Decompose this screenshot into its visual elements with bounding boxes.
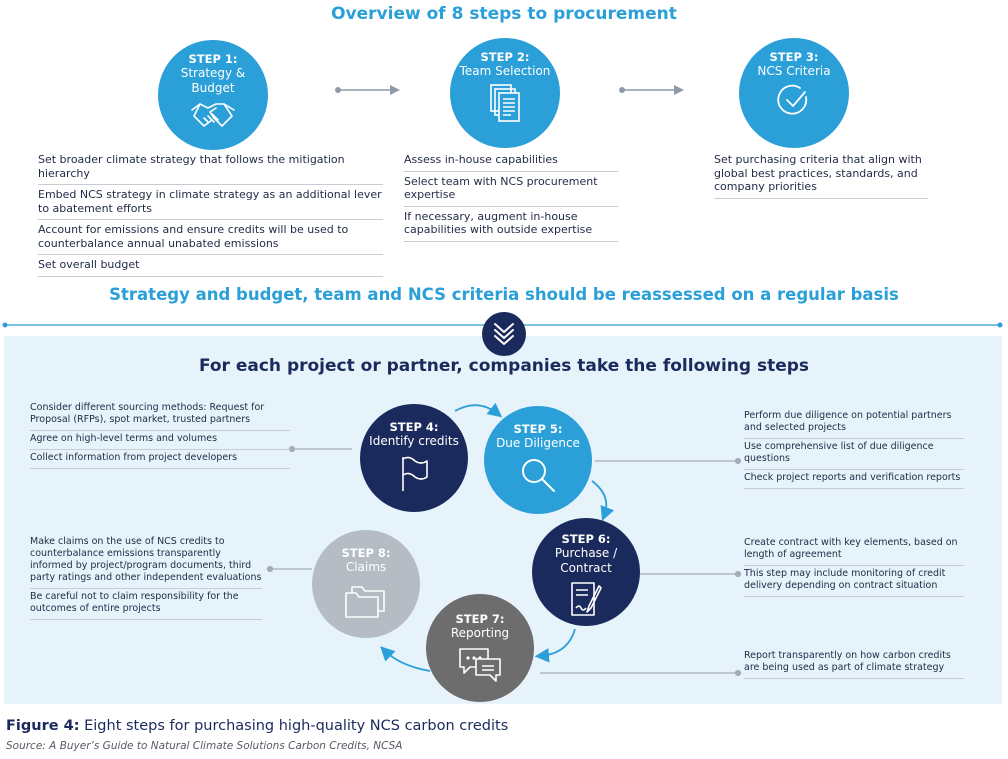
list-item: This step may include monitoring of credit delivery depending on contract situation [744, 566, 964, 597]
step-1-list [38, 150, 383, 277]
contract-icon [569, 580, 603, 618]
list-item: Select team with NCS procurement expertise [404, 172, 618, 207]
handshake-icon [190, 100, 236, 128]
list-item: Be careful not to claim responsibility for the outcomes of entire projects [30, 589, 262, 620]
figure-caption-text: Eight steps for purchasing high-quality NCS carbon credits [79, 718, 509, 734]
step-8-number: STEP 8: [341, 546, 391, 560]
step-7-name-line-1: Reporting [450, 626, 510, 640]
folders-icon [342, 579, 390, 619]
step-7-number: STEP 7: [455, 612, 505, 626]
list-item: Agree on high-level terms and volumes [30, 431, 290, 450]
step-4-name-line-1: Identify credits [369, 434, 459, 448]
step-6-name-line-2: Contract [560, 561, 612, 575]
list-item: Set overall budget [38, 255, 383, 277]
list-item: Set broader climate strategy that follows the mitigation hierarchy [38, 150, 383, 185]
step-3-list [714, 150, 928, 199]
step-8-circle [312, 530, 420, 638]
figure-label: Figure 4: [6, 718, 80, 734]
list-item: Consider different sourcing methods: Request for Proposal (RFPs), spot market, trusted partners [30, 400, 290, 431]
step-1-name-line-2: Budget [191, 81, 235, 95]
list-item: Make claims on the use of NCS credits to counterbalance emissions transparently informed by project/program documents, third party ratings and other independent evaluations [30, 534, 262, 589]
page-title: Overview of 8 steps to procurement [331, 4, 677, 24]
magnifier-icon [518, 455, 558, 495]
figure-source: Source: A Buyer’s Guide to Natural Climate Solutions Carbon Credits, NCSA [6, 740, 403, 752]
step-6-list [744, 535, 964, 597]
step-3-circle [739, 38, 849, 148]
chat-icon [456, 645, 504, 683]
checkmark-icon [776, 83, 812, 119]
step-6-circle [532, 518, 640, 626]
step-1-number: STEP 1: [188, 52, 238, 66]
list-item: Set purchasing criteria that align with global best practices, standards, and company priorities [714, 150, 928, 199]
step-8-list [30, 534, 262, 620]
step-6-number: STEP 6: [561, 532, 611, 546]
step-4-circle [360, 404, 468, 512]
step-1-circle [158, 40, 268, 150]
step-3-name-line-1: NCS Criteria [757, 64, 831, 78]
list-item: Assess in-house capabilities [404, 150, 618, 172]
step-5-circle [484, 406, 592, 514]
list-item: Collect information from project developers [30, 450, 290, 469]
list-item: Create contract with key elements, based on length of agreement [744, 535, 964, 566]
step-5-number: STEP 5: [513, 422, 563, 436]
step-6-name-line-1: Purchase / [554, 546, 618, 560]
step-2-list [404, 150, 618, 242]
flag-icon [397, 453, 431, 493]
step-7-list [744, 648, 964, 679]
step-1-name-line-1: Strategy & [180, 66, 246, 80]
list-item: Account for emissions and ensure credits will be used to counterbalance annual unabated emissions [38, 220, 383, 255]
figure-caption [6, 718, 508, 734]
step-4-number: STEP 4: [389, 420, 439, 434]
step-8-name-line-1: Claims [345, 560, 387, 574]
step-3-number: STEP 3: [769, 50, 819, 64]
step-2-circle [450, 38, 560, 148]
arrow-step2-to-step3 [618, 84, 686, 96]
list-item: Report transparently on how carbon credits are being used as part of climate strategy [744, 648, 964, 679]
list-item: If necessary, augment in-house capabilities with outside expertise [404, 207, 618, 242]
arrow-step1-to-step2 [334, 84, 402, 96]
list-item: Use comprehensive list of due diligence questions [744, 439, 964, 470]
step-5-list [744, 408, 964, 489]
list-item: Embed NCS strategy in climate strategy as an additional lever to abatement efforts [38, 185, 383, 220]
step-4-list [30, 400, 290, 469]
step-7-circle [426, 594, 534, 702]
panel-title: For each project or partner, companies take the following steps [198, 356, 810, 376]
list-item: Perform due diligence on potential partners and selected projects [744, 408, 964, 439]
documents-icon [487, 83, 523, 123]
list-item: Check project reports and verification reports [744, 470, 964, 489]
step-5-name-line-1: Due Diligence [496, 436, 580, 450]
reassess-heading: Strategy and budget, team and NCS criteria should be reassessed on a regular basis [109, 285, 899, 304]
step-2-number: STEP 2: [480, 50, 530, 64]
step-2-name-line-1: Team Selection [459, 64, 551, 78]
